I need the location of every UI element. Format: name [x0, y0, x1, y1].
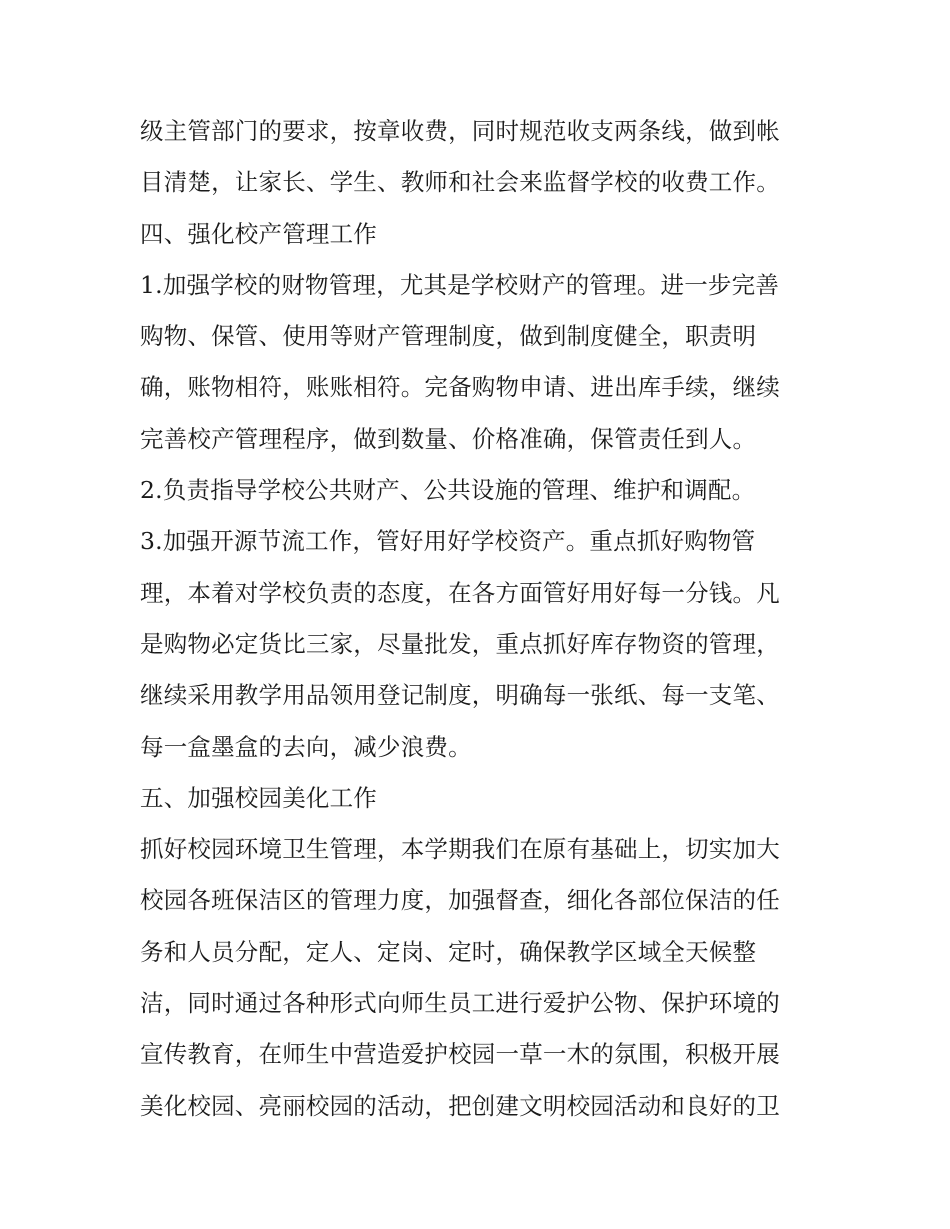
text-line: 确，账物相符，账账相符。完备购物申请、进出库手续，继续 [140, 373, 780, 402]
text-line: 洁，同时通过各种形式向师生员工进行爱护公物、保护环境的 [140, 989, 780, 1018]
text-line: 完善校产管理程序，做到数量、价格准确，保管责任到人。 [140, 424, 757, 453]
text-line: 2.负责指导学校公共财产、公共设施的管理、维护和调配。 [140, 476, 756, 505]
text-line: 目清楚，让家长、学生、教师和社会来监督学校的收费工作。 [140, 168, 780, 197]
text-line: 每一盒墨盒的去向，减少浪费。 [140, 732, 472, 761]
text-line: 务和人员分配，定人、定岗、定时，确保教学区域全天候整 [140, 937, 757, 966]
text-line: 抓好校园环境卫生管理，本学期我们在原有基础上，切实加大 [140, 835, 780, 864]
text-line: 美化校园、亮丽校园的活动，把创建文明校园活动和良好的卫 [140, 1091, 780, 1120]
text-line: 校园各班保洁区的管理力度，加强督查，细化各部位保洁的任 [140, 886, 780, 915]
text-line: 是购物必定货比三家，尽量批发，重点抓好库存物资的管理， [140, 629, 780, 658]
text-line: 理，本着对学校负责的态度，在各方面管好用好每一分钱。凡 [140, 578, 780, 607]
document-body [140, 106, 820, 1132]
section-heading: 四、强化校产管理工作 [140, 219, 377, 248]
section-heading: 五、加强校园美化工作 [140, 783, 377, 812]
text-line: 级主管部门的要求，按章收费，同时规范收支两条线，做到帐 [140, 117, 780, 145]
text-line: 继续采用教学用品领用登记制度，明确每一张纸、每一支笔、 [140, 681, 780, 710]
text-line: 1.加强学校的财物管理，尤其是学校财产的管理。进一步完善 [140, 270, 780, 299]
text-line: 购物、保管、使用等财产管理制度，做到制度健全，职责明 [140, 322, 757, 351]
text-line: 3.加强开源节流工作，管好用好学校资产。重点抓好购物管 [140, 527, 756, 556]
text-line: 宣传教育，在师生中营造爱护校园一草一木的氛围，积极开展 [140, 1040, 780, 1069]
